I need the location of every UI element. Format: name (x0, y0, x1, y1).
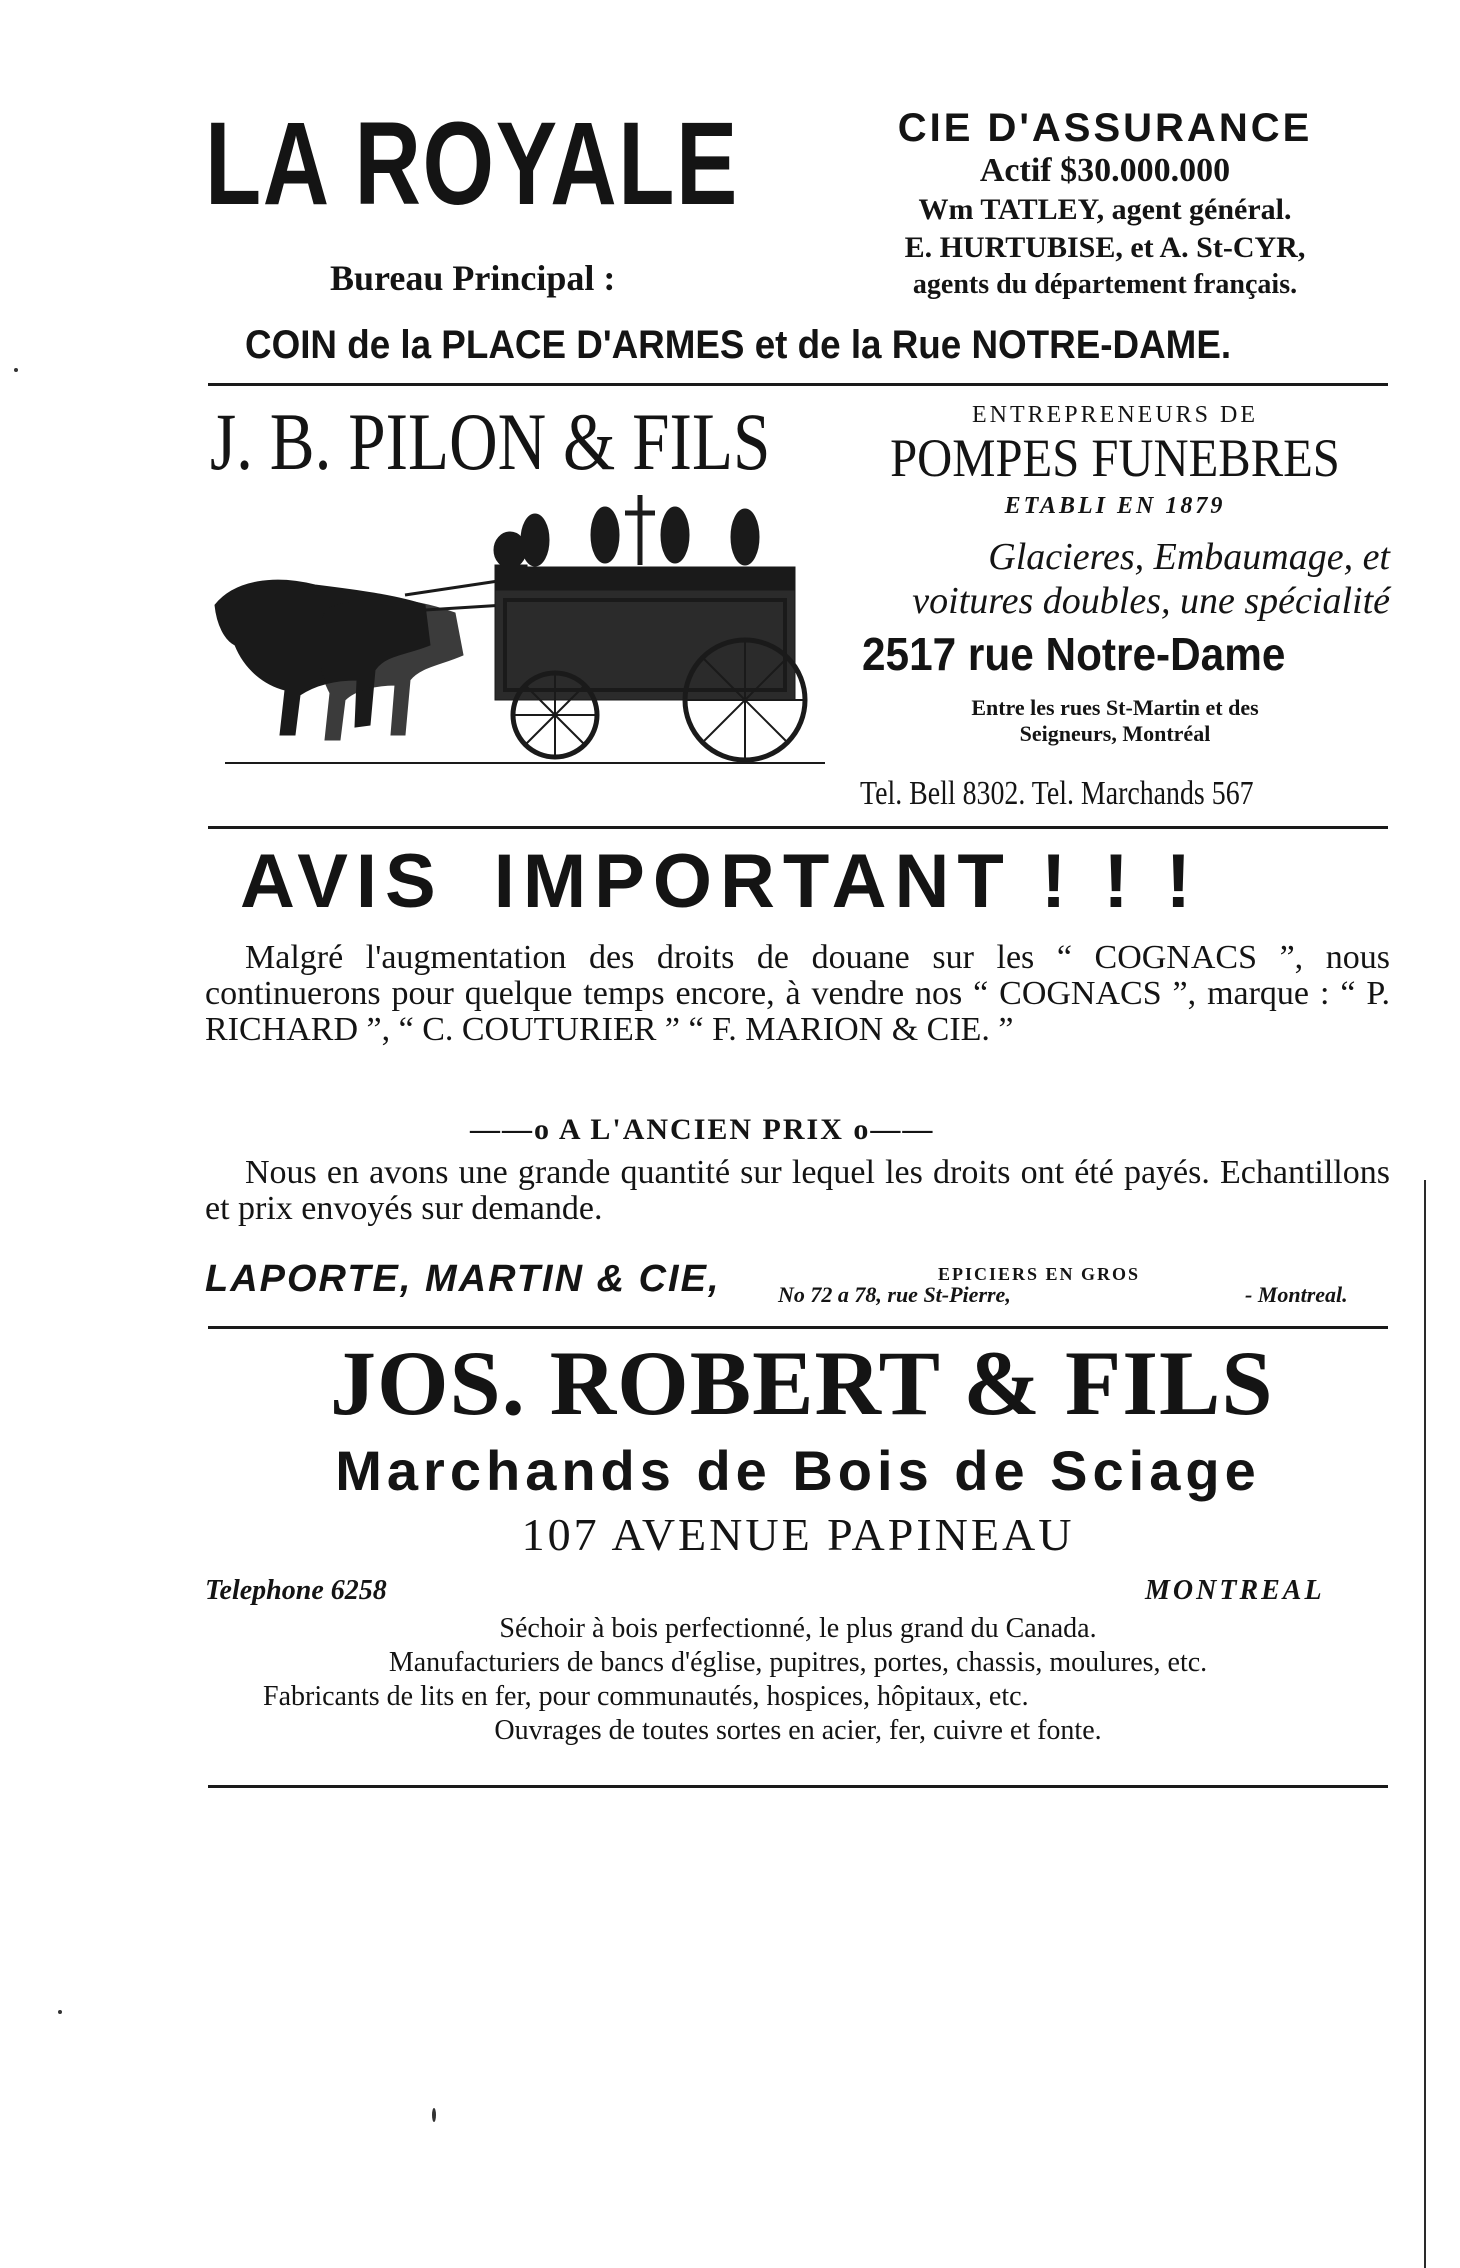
actif-amount: Actif $30.000.000 (979, 152, 1231, 189)
merchant-street: No 72 a 78, rue St-Pierre, (778, 1282, 1011, 1307)
etabli-year: ETABLI EN 1879 (1004, 493, 1226, 519)
specialty-line-1: Glacieres, Embaumage, et (988, 536, 1390, 578)
royale-address: COIN de la PLACE D'ARMES et de la Rue NOTRE-DAME. (245, 323, 1232, 367)
robert-city: MONTREAL (1145, 1575, 1325, 1606)
divider-rule (208, 1785, 1388, 1788)
insurance-details (825, 105, 1385, 303)
pilon-phones: Tel. Bell 8302. Tel. Marchands 567 (860, 775, 1254, 812)
robert-subtitle: Marchands de Bois de Sciage (335, 1439, 1261, 1502)
robert-telephone: Telephone 6258 (205, 1575, 387, 1606)
robert-line-1: Séchoir à bois perfectionné, le plus grand du Canada. (499, 1613, 1097, 1644)
avis-paragraph-2: Nous en avons une grande quantité sur lequel les droits ont été payés. Echantillons et prix envoyés sur demande. (205, 1154, 1390, 1227)
robert-title: JOS. ROBERT & FILS (330, 1332, 1274, 1434)
specialty-line-2: voitures doubles, une spécialité (912, 580, 1390, 622)
robert-details (208, 1612, 1388, 1748)
pilon-title: J. B. PILON & FILS (210, 396, 771, 487)
company-name: CIE D'ASSURANCE (897, 106, 1313, 150)
between-line-1: Entre les rues St-Martin et des (971, 695, 1259, 720)
la-royale-ad (205, 98, 1385, 375)
hearse-illustration (205, 495, 855, 795)
merchant-city: - Montreal. (1245, 1282, 1348, 1307)
ink-speck (58, 2010, 62, 2014)
pilon-address: 2517 rue Notre-Dame (862, 628, 1286, 680)
agents-names: E. HURTUBISE, et A. St-CYR, (904, 231, 1306, 264)
specialties (850, 535, 1390, 623)
robert-line-3: Fabricants de lits en fer, pour communautés, hospices, hôpitaux, etc. (263, 1681, 1029, 1712)
important-word: IMPORTANT ! ! ! (493, 839, 1200, 924)
bureau-principal-label: Bureau Principal : (330, 258, 616, 298)
between-streets (880, 695, 1350, 747)
avis-heading (240, 838, 1199, 925)
avis-paragraph-1: Malgré l'augmentation des droits de douane sur les “ COGNACS ”, nous continuerons pour quelque temps encore, à vendre nos “ COGNACS ”, marque : “ P. RICHARD ”, “ C. COUTURIER ” “ F. MARION & CIE. ” (205, 939, 1390, 1048)
ink-speck (14, 368, 18, 372)
french-department: agents du département français. (912, 269, 1298, 300)
robert-avenue: 107 AVENUE PAPINEAU (521, 1509, 1075, 1560)
between-line-2: Seigneurs, Montréal (1019, 721, 1211, 746)
pompes-funebres: POMPES FUNEBRES (890, 428, 1340, 488)
robert-line-2: Manufacturiers de bancs d'église, pupitres, portes, chassis, moulures, etc. (388, 1647, 1208, 1678)
page-edge-line (1424, 1180, 1426, 2268)
pilon-header-right (830, 402, 1400, 520)
merchant-name: LAPORTE, MARTIN & CIE, (205, 1258, 721, 1300)
ink-speck (432, 2108, 436, 2122)
robert-line-4: Ouvrages de toutes sortes en acier, fer, cuivre et fonte. (494, 1715, 1102, 1746)
la-royale-title: LA ROYALE (205, 98, 739, 230)
entrepreneurs-label: ENTREPRENEURS DE (971, 402, 1258, 428)
divider-rule (208, 383, 1388, 386)
ancien-prix-line: ——o A L'ANCIEN PRIX o—— (470, 1113, 935, 1146)
divider-rule (208, 826, 1388, 829)
avis-word: AVIS (240, 839, 444, 924)
general-agent: Wm TATLEY, agent général. (918, 193, 1292, 226)
divider-rule (208, 1326, 1388, 1329)
epiciers-label: EPICIERS EN GROS (938, 1264, 1141, 1284)
